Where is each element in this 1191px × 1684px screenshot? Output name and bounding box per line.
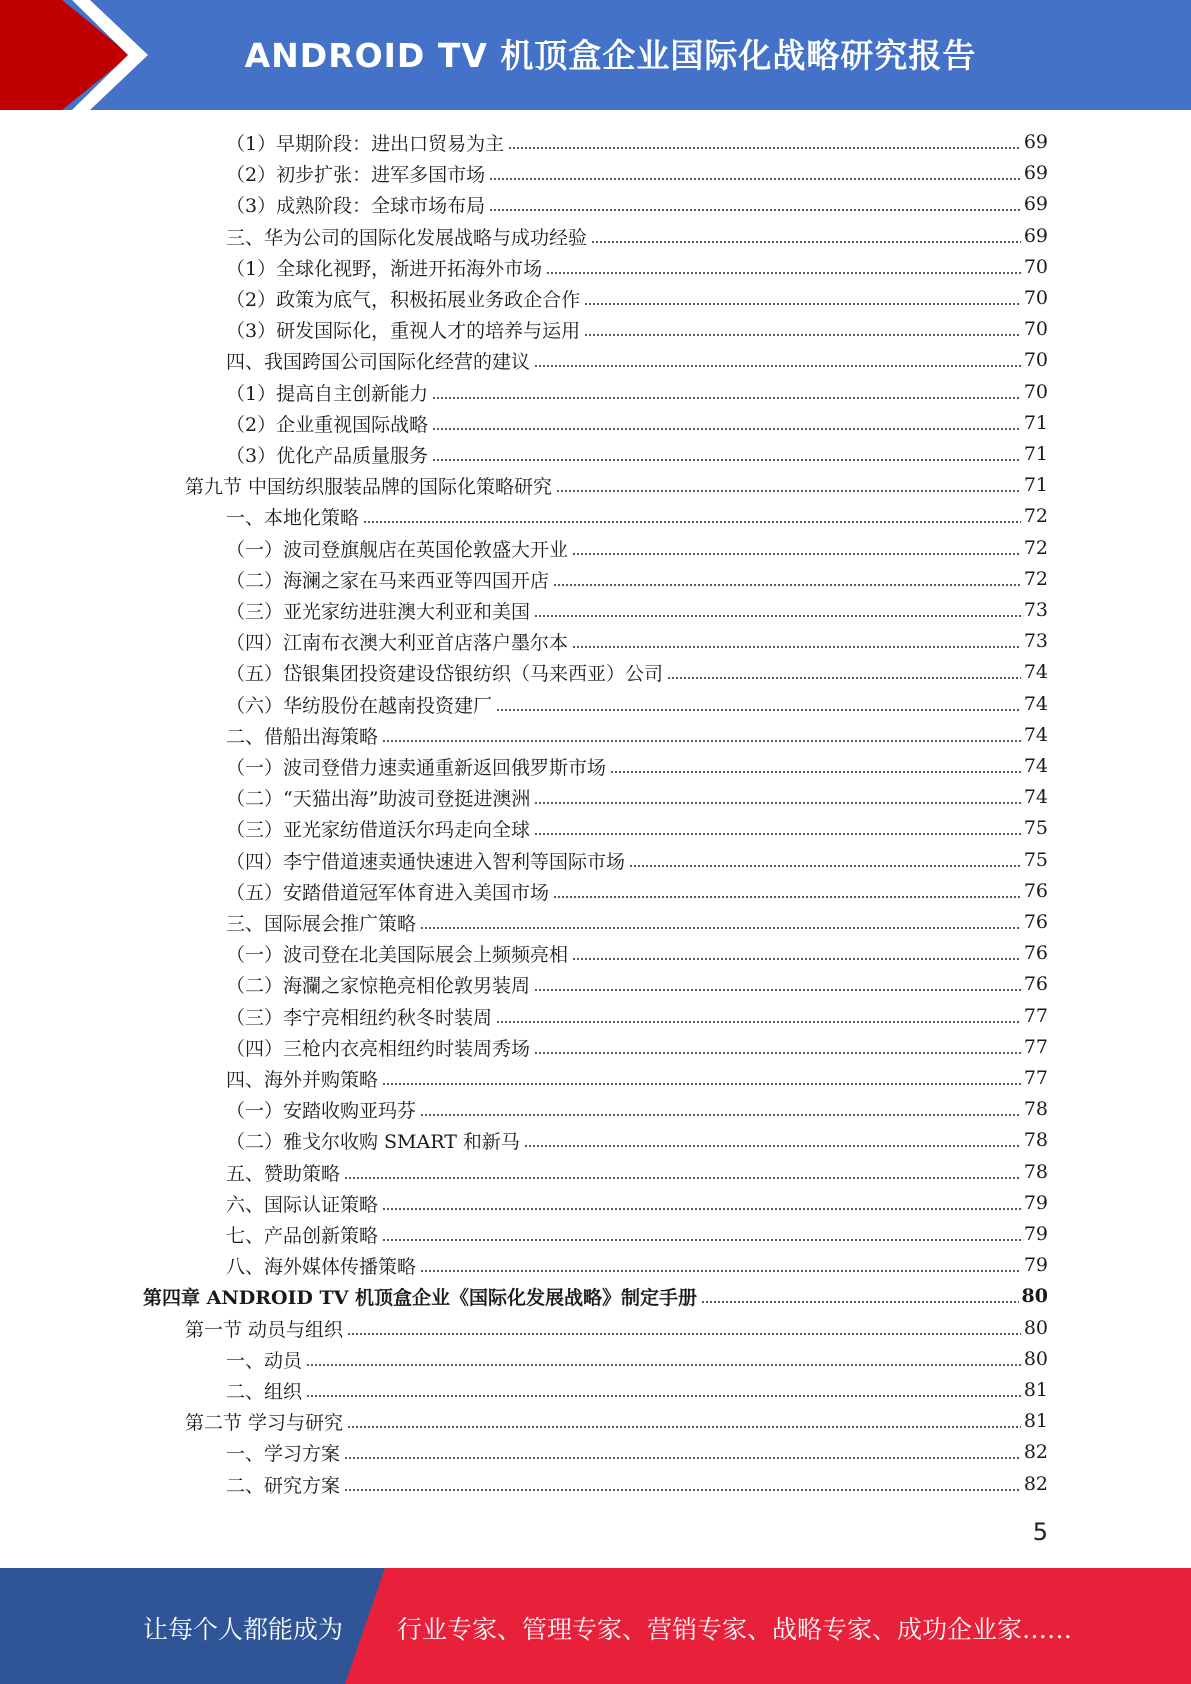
toc-entry-label: 一、本地化策略 xyxy=(226,506,360,529)
toc-entry-page: 72 xyxy=(1023,568,1048,590)
toc-entry[interactable] xyxy=(226,501,1048,531)
toc-entry-page: 82 xyxy=(1023,1473,1048,1495)
toc-entry[interactable] xyxy=(226,252,1048,282)
toc-entry[interactable] xyxy=(226,1094,1048,1124)
toc-entry[interactable] xyxy=(185,1313,1048,1343)
toc-entry-page: 73 xyxy=(1023,599,1048,621)
toc-leader-dots xyxy=(534,802,1020,804)
toc-entry-label: （1）早期阶段：进出口贸易为主 xyxy=(226,132,505,155)
toc-leader-dots xyxy=(489,178,1021,180)
toc-entry-label: （二）海瀾之家惊艳亮相伦敦男装周 xyxy=(226,974,531,997)
toc-entry[interactable] xyxy=(226,720,1048,750)
toc-entry[interactable] xyxy=(226,1063,1048,1093)
toc-entry-page: 74 xyxy=(1023,724,1048,746)
toc-leader-dots xyxy=(556,490,1021,492)
toc-leader-dots xyxy=(534,365,1021,367)
toc-entry-page: 76 xyxy=(1023,880,1048,902)
toc-leader-dots xyxy=(344,1489,1021,1491)
toc-entry[interactable] xyxy=(226,1219,1048,1249)
toc-entry[interactable] xyxy=(226,283,1048,313)
toc-entry-label: 第九节 中国纺织服装品牌的国际化策略研究 xyxy=(185,475,553,498)
toc-entry[interactable] xyxy=(226,564,1048,594)
toc-entry[interactable] xyxy=(226,127,1048,157)
toc-entry-page: 69 xyxy=(1023,131,1048,153)
toc-entry-label: 五、赞助策略 xyxy=(226,1162,341,1185)
toc-leader-dots xyxy=(553,896,1021,898)
toc-leader-dots xyxy=(306,1395,1021,1397)
toc-leader-dots xyxy=(496,1021,1021,1023)
toc-entry-page: 76 xyxy=(1023,911,1048,933)
toc-entry[interactable] xyxy=(226,408,1048,438)
toc-entry-page: 71 xyxy=(1023,412,1048,434)
toc-entry-page: 70 xyxy=(1023,318,1048,340)
toc-entry[interactable] xyxy=(226,751,1048,781)
toc-entry-page: 77 xyxy=(1023,1067,1048,1089)
toc-entry-label: （2）政策为底气，积极拓展业务政企合作 xyxy=(226,288,581,311)
toc-entry-page: 78 xyxy=(1023,1161,1048,1183)
toc-entry-label: （1）提高自主创新能力 xyxy=(226,382,429,405)
toc-entry[interactable] xyxy=(226,969,1048,999)
page-number: 5 xyxy=(1032,1518,1048,1546)
toc-entry-page: 78 xyxy=(1023,1129,1048,1151)
toc-entry[interactable] xyxy=(226,1032,1048,1062)
toc-entry-page: 79 xyxy=(1023,1223,1048,1245)
toc-entry[interactable] xyxy=(226,845,1048,875)
toc-entry-label: （3）优化产品质量服务 xyxy=(226,444,429,467)
toc-entry-page: 81 xyxy=(1023,1379,1048,1401)
toc-leader-dots xyxy=(344,1177,1021,1179)
toc-leader-dots xyxy=(347,1333,1021,1335)
toc-entry[interactable] xyxy=(226,221,1048,251)
toc-entry[interactable] xyxy=(226,377,1048,407)
toc-leader-dots xyxy=(496,709,1021,711)
toc-leader-dots xyxy=(629,865,1021,867)
toc-leader-dots xyxy=(432,397,1021,399)
toc-entry-label: （一）波司登旗舰店在英国伦敦盛大开业 xyxy=(226,538,569,561)
footer-slogan-right: 行业专家、管理专家、营销专家、战略专家、成功企业家…… xyxy=(397,1615,1073,1644)
toc-leader-dots xyxy=(489,209,1021,211)
toc-entry-label: （四）三枪内衣亮相纽约时装周秀场 xyxy=(226,1037,531,1060)
toc-entry-page: 72 xyxy=(1023,505,1048,527)
toc-entry[interactable] xyxy=(226,158,1048,188)
toc-entry[interactable] xyxy=(185,1406,1048,1436)
toc-entry-page: 71 xyxy=(1023,443,1048,465)
toc-leader-dots xyxy=(546,272,1021,274)
toc-leader-dots xyxy=(701,1301,1019,1303)
toc-entry-label: （五）岱银集团投资建设岱银纺织（马来西亚）公司 xyxy=(226,662,664,685)
toc-entry-page: 69 xyxy=(1023,225,1048,247)
toc-entry-page: 71 xyxy=(1023,474,1048,496)
toc-entry-page: 77 xyxy=(1023,1005,1048,1027)
toc-entry-label: 六、国际认证策略 xyxy=(226,1193,379,1216)
toc-entry-label: （2）企业重视国际战略 xyxy=(226,413,429,436)
toc-leader-dots xyxy=(508,147,1021,149)
toc-entry-label: 第一节 动员与组织 xyxy=(185,1318,344,1341)
toc-entry-page: 73 xyxy=(1023,630,1048,652)
toc-entry-page: 70 xyxy=(1023,256,1048,278)
toc-entry-page: 75 xyxy=(1023,849,1048,871)
toc-entry-label: （3）成熟阶段：全球市场布局 xyxy=(226,194,486,217)
toc-leader-dots xyxy=(347,1426,1021,1428)
toc-entry-page: 80 xyxy=(1021,1285,1048,1307)
toc-entry-label: （二）“天猫出海”助波司登挺进澳洲 xyxy=(226,787,531,810)
toc-leader-dots xyxy=(382,1083,1021,1085)
toc-entry-label: 第四章 ANDROID TV 机顶盒企业《国际化发展战略》制定手册 xyxy=(143,1286,698,1309)
toc-entry[interactable] xyxy=(226,813,1048,843)
toc-leader-dots xyxy=(524,1145,1021,1147)
toc-entry-page: 72 xyxy=(1023,537,1048,559)
toc-entry-label: 第二节 学习与研究 xyxy=(185,1411,344,1434)
toc-leader-dots xyxy=(432,459,1021,461)
page-header xyxy=(0,0,1191,110)
toc-entry-label: （二）海澜之家在马来西亚等四国开店 xyxy=(226,569,550,592)
toc-entry-label: （3）研发国际化，重视人才的培养与运用 xyxy=(226,319,581,342)
toc-entry-label: 二、借船出海策略 xyxy=(226,725,379,748)
toc-leader-dots xyxy=(344,1457,1021,1459)
toc-leader-dots xyxy=(584,303,1021,305)
toc-entry-label: （三）亚光家纺借道沃尔玛走向全球 xyxy=(226,818,531,841)
toc-entry[interactable] xyxy=(226,345,1048,375)
toc-entry[interactable] xyxy=(226,1250,1048,1280)
toc-entry[interactable] xyxy=(226,189,1048,219)
toc-entry[interactable] xyxy=(226,782,1048,812)
toc-leader-dots xyxy=(420,1114,1021,1116)
toc-leader-dots xyxy=(610,771,1021,773)
toc-entry[interactable] xyxy=(226,907,1048,937)
toc-entry-page: 82 xyxy=(1023,1441,1048,1463)
toc-entry-label: 四、我国跨国公司国际化经营的建议 xyxy=(226,350,531,373)
toc-entry[interactable] xyxy=(226,657,1048,687)
toc-entry[interactable] xyxy=(226,314,1048,344)
toc-entry-page: 70 xyxy=(1023,349,1048,371)
toc-entry-page: 80 xyxy=(1023,1348,1048,1370)
toc-entry-page: 69 xyxy=(1023,162,1048,184)
toc-entry-label: （一）安踏收购亚玛芬 xyxy=(226,1099,417,1122)
toc-entry-page: 74 xyxy=(1023,693,1048,715)
toc-leader-dots xyxy=(572,958,1021,960)
toc-entry-label: 八、海外媒体传播策略 xyxy=(226,1255,417,1278)
toc-leader-dots xyxy=(572,646,1021,648)
toc-entry[interactable] xyxy=(226,1375,1048,1405)
toc-entry-page: 80 xyxy=(1023,1317,1048,1339)
toc-entry[interactable] xyxy=(226,1001,1048,1031)
toc-entry-label: （一）波司登借力速卖通重新返回俄罗斯市场 xyxy=(226,756,607,779)
toc-leader-dots xyxy=(382,1208,1021,1210)
toc-entry[interactable] xyxy=(226,938,1048,968)
toc-entry[interactable] xyxy=(143,1281,1048,1311)
toc-entry-label: 三、华为公司的国际化发展战略与成功经验 xyxy=(226,226,588,249)
toc-entry[interactable] xyxy=(226,689,1048,719)
toc-entry-label: （三）亚光家纺进驻澳大利亚和美国 xyxy=(226,600,531,623)
toc-entry-page: 69 xyxy=(1023,193,1048,215)
toc-entry[interactable] xyxy=(226,533,1048,563)
toc-leader-dots xyxy=(553,584,1021,586)
toc-entry-page: 79 xyxy=(1023,1254,1048,1276)
toc-entry[interactable] xyxy=(226,626,1048,656)
toc-entry-label: （四）江南布衣澳大利亚首店落户墨尔本 xyxy=(226,631,569,654)
toc-entry-label: （六）华纺股份在越南投资建厂 xyxy=(226,694,493,717)
toc-leader-dots xyxy=(584,334,1021,336)
toc-entry-label: （二）雅戈尔收购 SMART 和新马 xyxy=(226,1130,520,1153)
toc-entry-label: 二、组织 xyxy=(226,1380,303,1403)
toc-entry-label: （五）安踏借道冠军体育进入美国市场 xyxy=(226,881,550,904)
toc-entry-label: 四、海外并购策略 xyxy=(226,1068,379,1091)
toc-entry-label: （一）波司登在北美国际展会上频频亮相 xyxy=(226,943,569,966)
toc-entry-page: 70 xyxy=(1023,287,1048,309)
footer-slogan-left: 让每个人都能成为 xyxy=(143,1615,344,1644)
toc-entry[interactable] xyxy=(226,1437,1048,1467)
toc-entry[interactable] xyxy=(226,1157,1048,1187)
toc-leader-dots xyxy=(363,521,1021,523)
toc-entry-label: 三、国际展会推广策略 xyxy=(226,912,417,935)
toc-entry-label: （1）全球化视野，渐进开拓海外市场 xyxy=(226,257,543,280)
toc-entry-label: 一、动员 xyxy=(226,1349,303,1372)
toc-entry-page: 74 xyxy=(1023,786,1048,808)
toc-leader-dots xyxy=(420,1270,1021,1272)
toc-entry-label: 七、产品创新策略 xyxy=(226,1224,379,1247)
toc-leader-dots xyxy=(534,833,1021,835)
toc-entry[interactable] xyxy=(226,595,1048,625)
toc-entry-page: 78 xyxy=(1023,1098,1048,1120)
toc-entry-page: 70 xyxy=(1023,381,1048,403)
toc-leader-dots xyxy=(306,1364,1021,1366)
toc-entry-page: 77 xyxy=(1023,1036,1048,1058)
toc-leader-dots xyxy=(572,553,1021,555)
toc-entry[interactable] xyxy=(226,876,1048,906)
toc-entry[interactable] xyxy=(226,1469,1048,1499)
toc-leader-dots xyxy=(382,740,1021,742)
toc-leader-dots xyxy=(432,428,1021,430)
toc-leader-dots xyxy=(382,1239,1021,1241)
toc-leader-dots xyxy=(534,989,1021,991)
toc-entry[interactable] xyxy=(226,1125,1048,1155)
toc-entry-label: 二、研究方案 xyxy=(226,1474,341,1497)
toc-entry[interactable] xyxy=(185,470,1048,500)
toc-entry-page: 74 xyxy=(1023,755,1048,777)
toc-entry-page: 79 xyxy=(1023,1192,1048,1214)
toc-entry-page: 74 xyxy=(1023,661,1048,683)
toc-entry-label: （2）初步扩张：进军多国市场 xyxy=(226,163,486,186)
report-title: ANDROID TV 机顶盒企业国际化战略研究报告 xyxy=(244,36,977,75)
toc-entry-label: （三）李宁亮相纽约秋冬时装周 xyxy=(226,1006,493,1029)
toc-entry-page: 75 xyxy=(1023,817,1048,839)
toc-leader-dots xyxy=(534,1052,1021,1054)
toc-entry-page: 76 xyxy=(1023,942,1048,964)
toc-leader-dots xyxy=(534,615,1021,617)
toc-entry-label: 一、学习方案 xyxy=(226,1442,341,1465)
toc-entry[interactable] xyxy=(226,1344,1048,1374)
toc-entry[interactable] xyxy=(226,439,1048,469)
toc-entry[interactable] xyxy=(226,1188,1048,1218)
toc-leader-dots xyxy=(591,241,1021,243)
toc-entry-page: 76 xyxy=(1023,973,1048,995)
toc-leader-dots xyxy=(420,927,1021,929)
toc-entry-page: 81 xyxy=(1023,1410,1048,1432)
toc-entry-label: （四）李宁借道速卖通快速进入智利等国际市场 xyxy=(226,850,626,873)
toc-leader-dots xyxy=(667,677,1021,679)
